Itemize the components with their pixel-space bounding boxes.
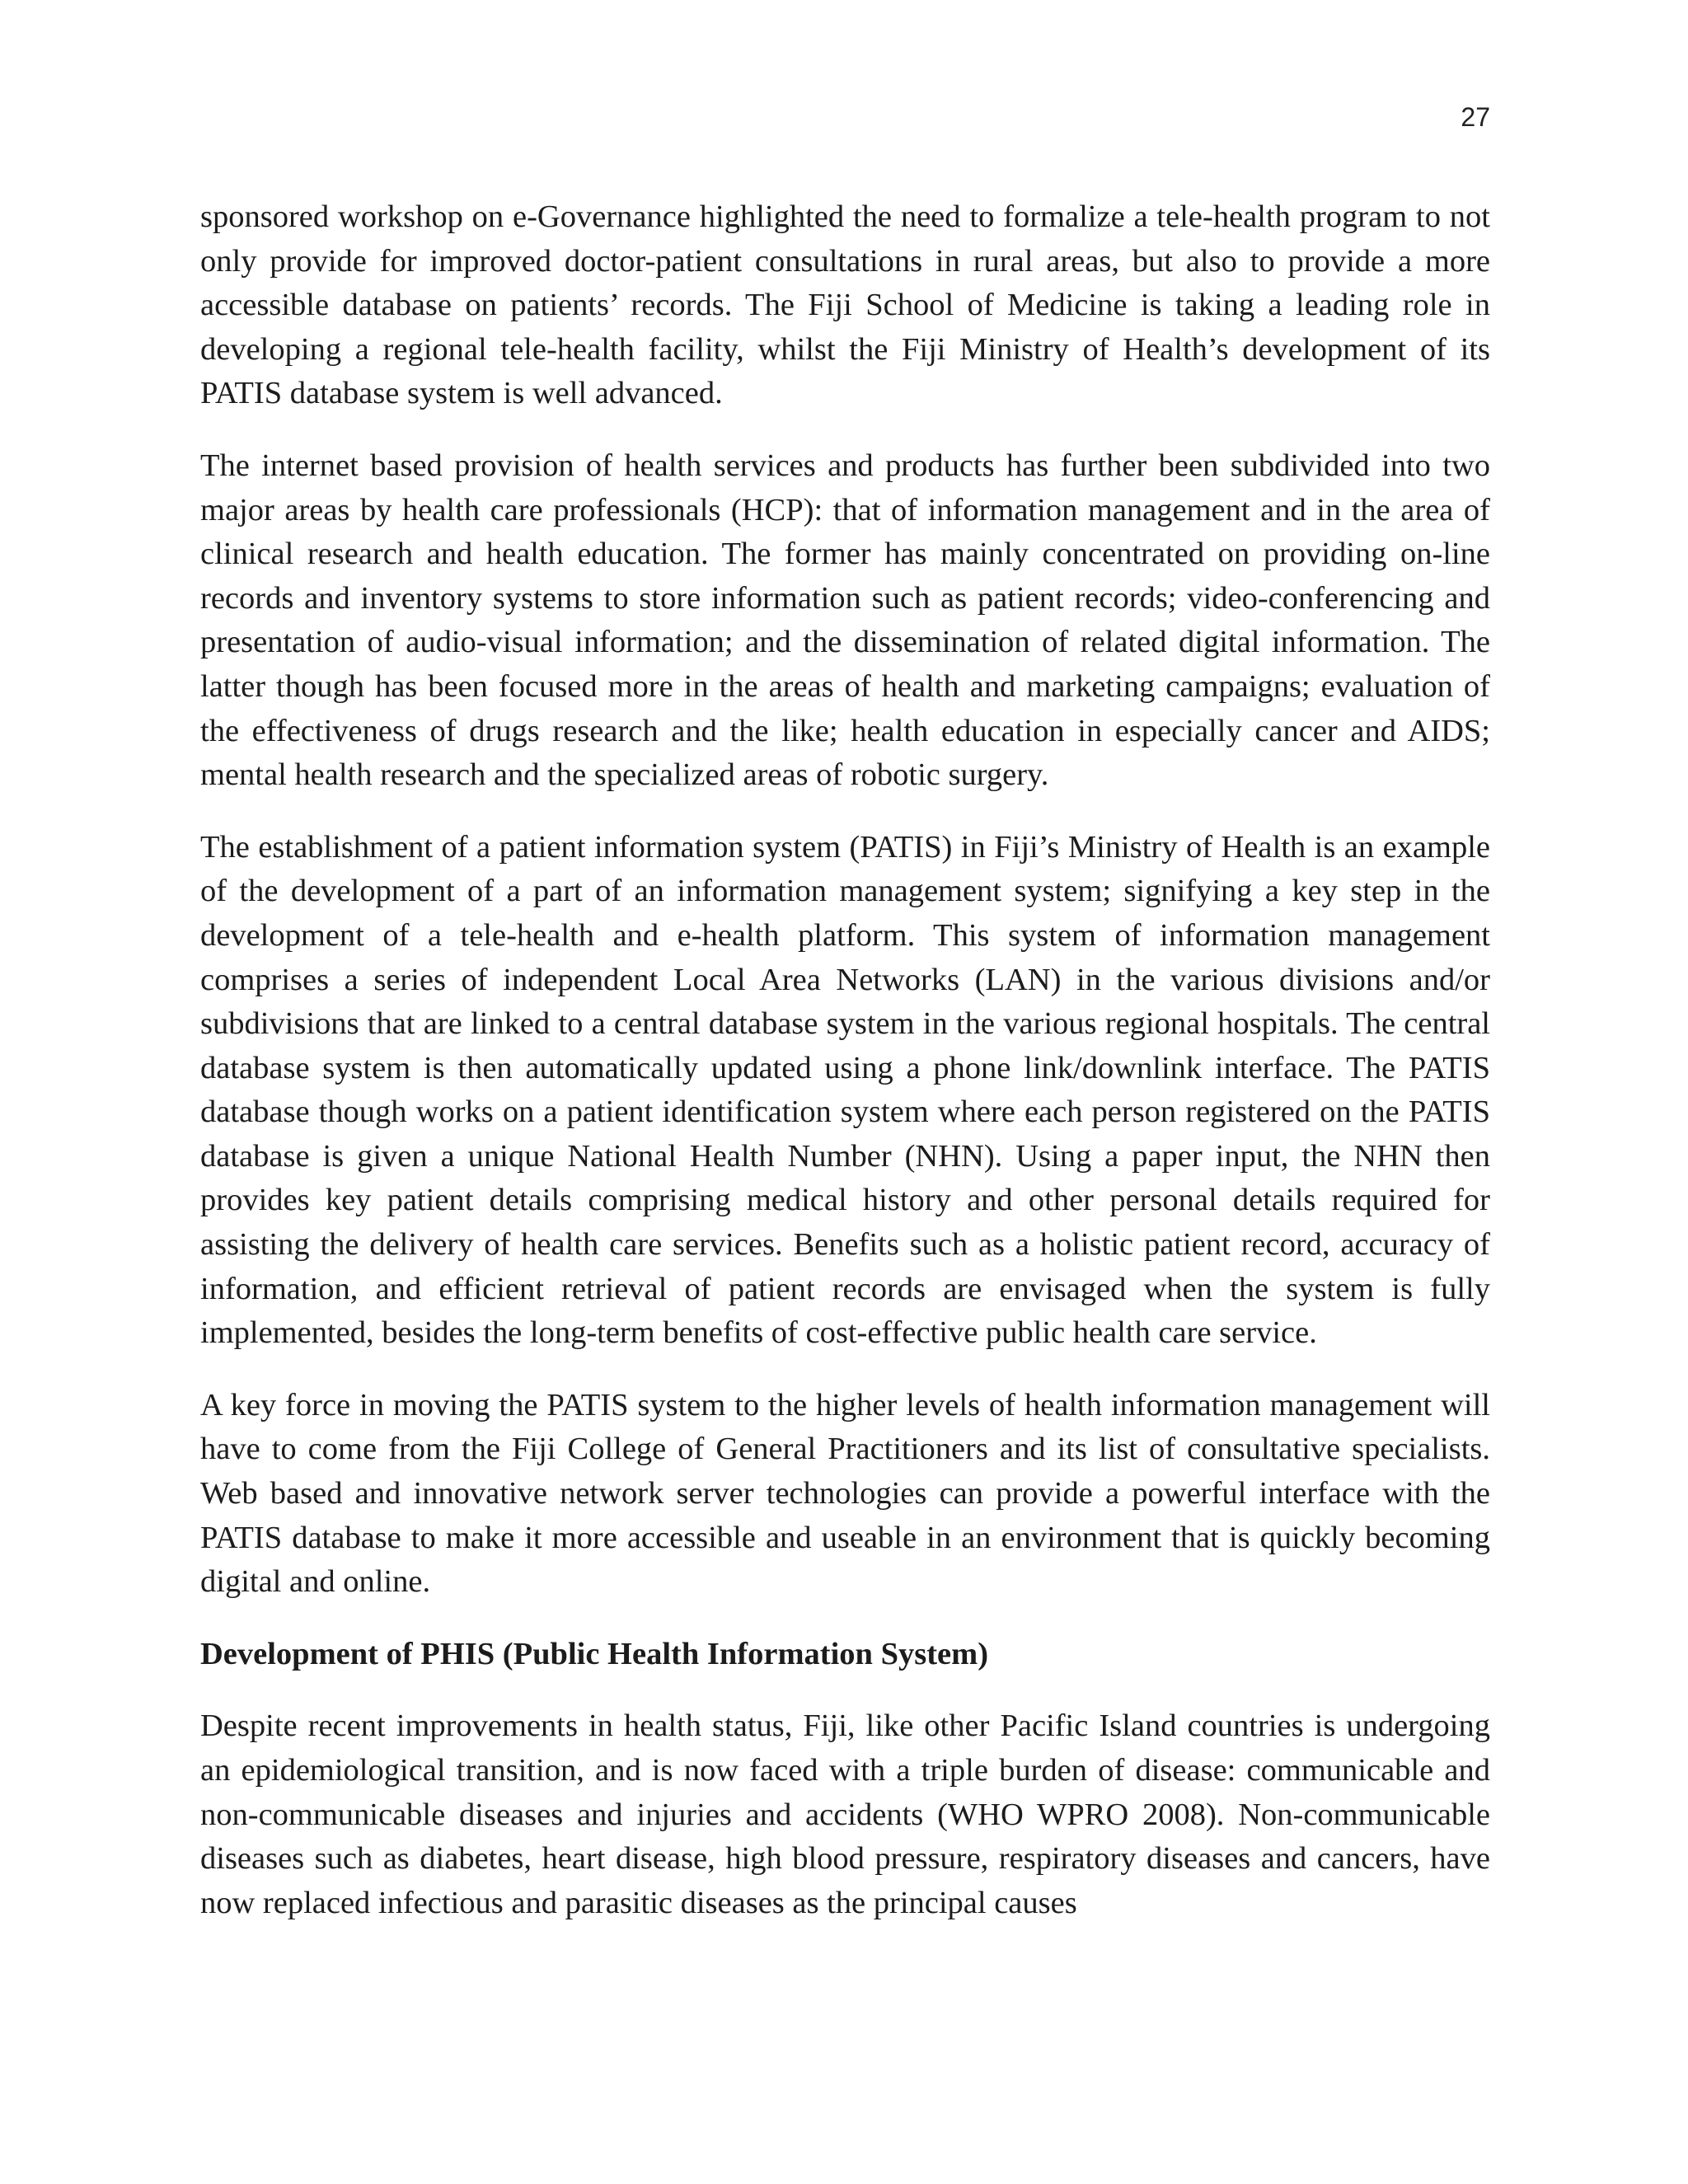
paragraph-patis-key-force: A key force in moving the PATIS system to the higher levels of health information management will have to come from the Fiji College of General Practitioners and its list of consultative specialists. Web based and innovative network server technologies can provide a powerful interface with the PATIS database to make it more accessible and useable in an environment that is quickly becoming digital and online.: [200, 1387, 1490, 1600]
page-number: 27: [1461, 102, 1490, 132]
section-heading-phis: Development of PHIS (Public Health Information System): [200, 1636, 989, 1671]
document-body: [200, 195, 1490, 1953]
paragraph-patis-establishment: The establishment of a patient information system (PATIS) in Fiji’s Ministry of Health is an example of the development of a part of an information management system; signifying a key step in the development of a tele-health and e-health platform. This system of information management comprises a series of independent Local Area Networks (LAN) in the various divisions and/or subdivisions that are linked to a central database system in the various regional hospitals. The central database system is then automatically updated using a phone link/downlink interface. The PATIS database though works on a patient identification system where each person registered on the PATIS database is given a unique National Health Number (NHN). Using a paper input, the NHN then provides key patient details comprising medical history and other personal details required for assisting the delivery of health care services. Benefits such as a holistic patient record, accuracy of information, and efficient retrieval of patient records are envisaged when the system is fully implemented, besides the long-term benefits of cost-effective public health care service.: [200, 829, 1490, 1351]
paragraph-epidemiological-transition: Despite recent improvements in health status, Fiji, like other Pacific Island countries is undergoing an epidemiological transition, and is now faced with a triple burden of disease: communicable and non-communicable diseases and injuries and accidents (WHO WPRO 2008). Non-communicable diseases such as diabetes, heart disease, high blood pressure, respiratory diseases and cancers, have now replaced infectious and parasitic diseases as the principal causes: [200, 1708, 1490, 1920]
paragraph-internet-health-services: The internet based provision of health services and products has further been subdivided into two major areas by health care professionals (HCP): that of information management and in the area of clinical research and health education. The former has mainly concentrated on providing on-line records and inventory systems to store information such as patient records; video-conferencing and presentation of audio-visual information; and the dissemination of related digital information. The latter though has been focused more in the areas of health and marketing campaigns; evaluation of the effectiveness of drugs research and the like; health education in especially cancer and AIDS; mental health research and the specialized areas of robotic surgery.: [200, 448, 1490, 793]
paragraph-egovernance-workshop: sponsored workshop on e-Governance highlighted the need to formalize a tele-health program to not only provide for improved doctor-patient consultations in rural areas, but also to provide a more accessible database on patients’ records. The Fiji School of Medicine is taking a leading role in developing a regional tele-health facility, whilst the Fiji Ministry of Health’s development of its PATIS database system is well advanced.: [200, 199, 1490, 411]
